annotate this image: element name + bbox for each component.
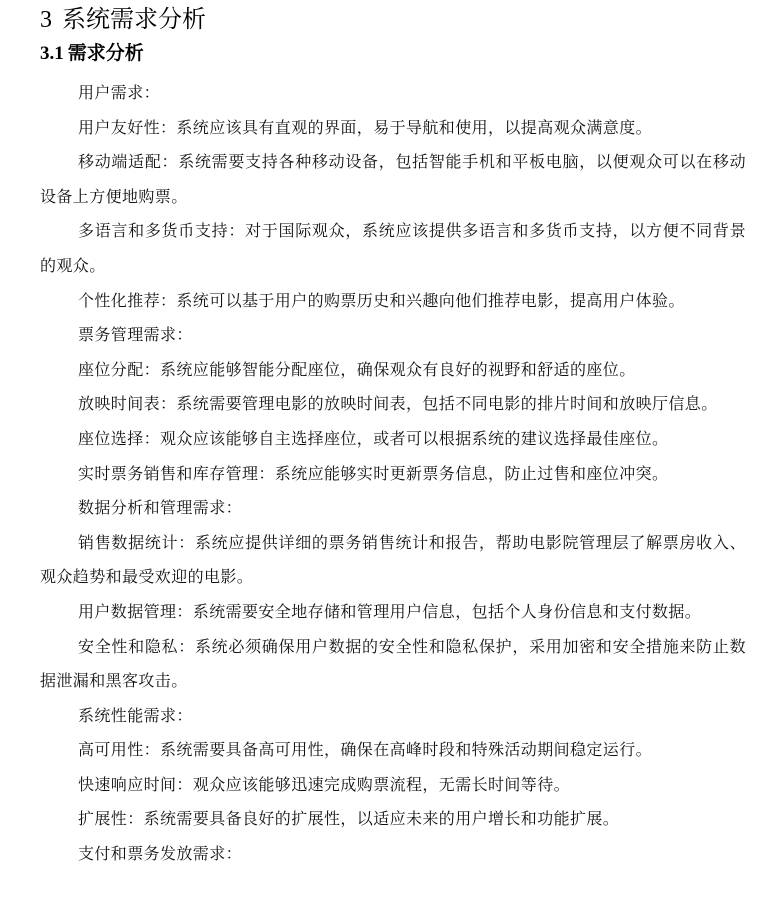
paragraph-sales-statistics: 销售数据统计：系统应提供详细的票务销售统计和报告，帮助电影院管理层了解票房收入、观众趋势和最受欢迎的电影。 bbox=[40, 532, 746, 587]
paragraph-ticket-management-heading: 票务管理需求： bbox=[78, 325, 193, 345]
paragraph-user-data-management: 用户数据管理：系统需要安全地存储和管理用户信息，包括个人身份信息和支付数据。 bbox=[78, 601, 702, 621]
section-title: 需求分析 bbox=[67, 42, 144, 64]
paragraph-user-friendliness: 用户友好性：系统应该具有直观的界面，易于导航和使用，以提高观众满意度。 bbox=[78, 117, 653, 137]
paragraph-security-privacy: 安全性和隐私：系统必须确保用户数据的安全性和隐私保护，采用加密和安全措施来防止数据泄漏和黑客攻击。 bbox=[40, 636, 746, 691]
paragraph-payment-heading: 支付和票务发放需求： bbox=[78, 844, 243, 864]
section-number: 3.1 bbox=[40, 43, 64, 64]
chapter-number: 3 bbox=[40, 7, 52, 33]
paragraph-data-analysis-heading: 数据分析和管理需求： bbox=[78, 498, 243, 518]
paragraph-screening-schedule: 放映时间表：系统需要管理电影的放映时间表，包括不同电影的排片时间和放映厅信息。 bbox=[78, 394, 718, 414]
paragraph-performance-heading: 系统性能需求： bbox=[78, 705, 193, 725]
paragraph-high-availability: 高可用性：系统需要具备高可用性，确保在高峰时段和特殊活动期间稳定运行。 bbox=[78, 740, 653, 760]
paragraph-seat-allocation: 座位分配：系统应能够智能分配座位，确保观众有良好的视野和舒适的座位。 bbox=[78, 359, 636, 379]
paragraph-response-time: 快速响应时间：观众应该能够迅速完成购票流程，无需长时间等待。 bbox=[78, 774, 571, 794]
paragraph-multilanguage-currency: 多语言和多货币支持：对于国际观众，系统应该提供多语言和多货币支持，以方便不同背景的观众。 bbox=[40, 221, 746, 275]
section-heading bbox=[40, 38, 144, 69]
paragraph-personalized-recommendation: 个性化推荐：系统可以基于用户的购票历史和兴趣向他们推荐电影，提高用户体验。 bbox=[78, 290, 685, 310]
chapter-title: 系统需求分析 bbox=[62, 5, 206, 33]
paragraph-scalability: 扩展性：系统需要具备良好的扩展性，以适应未来的用户增长和功能扩展。 bbox=[78, 809, 620, 829]
paragraph-user-requirements-heading: 用户需求： bbox=[78, 83, 161, 102]
body-text bbox=[40, 76, 746, 872]
chapter-heading bbox=[40, 2, 206, 37]
paragraph-mobile-adaptation: 移动端适配：系统需要支持各种移动设备，包括智能手机和平板电脑，以便观众可以在移动设备上方便地购票。 bbox=[40, 152, 746, 206]
paragraph-realtime-sales-inventory: 实时票务销售和库存管理：系统应能够实时更新票务信息，防止过售和座位冲突。 bbox=[78, 463, 669, 483]
paragraph-seat-selection: 座位选择：观众应该能够自主选择座位，或者可以根据系统的建议选择最佳座位。 bbox=[78, 428, 669, 448]
